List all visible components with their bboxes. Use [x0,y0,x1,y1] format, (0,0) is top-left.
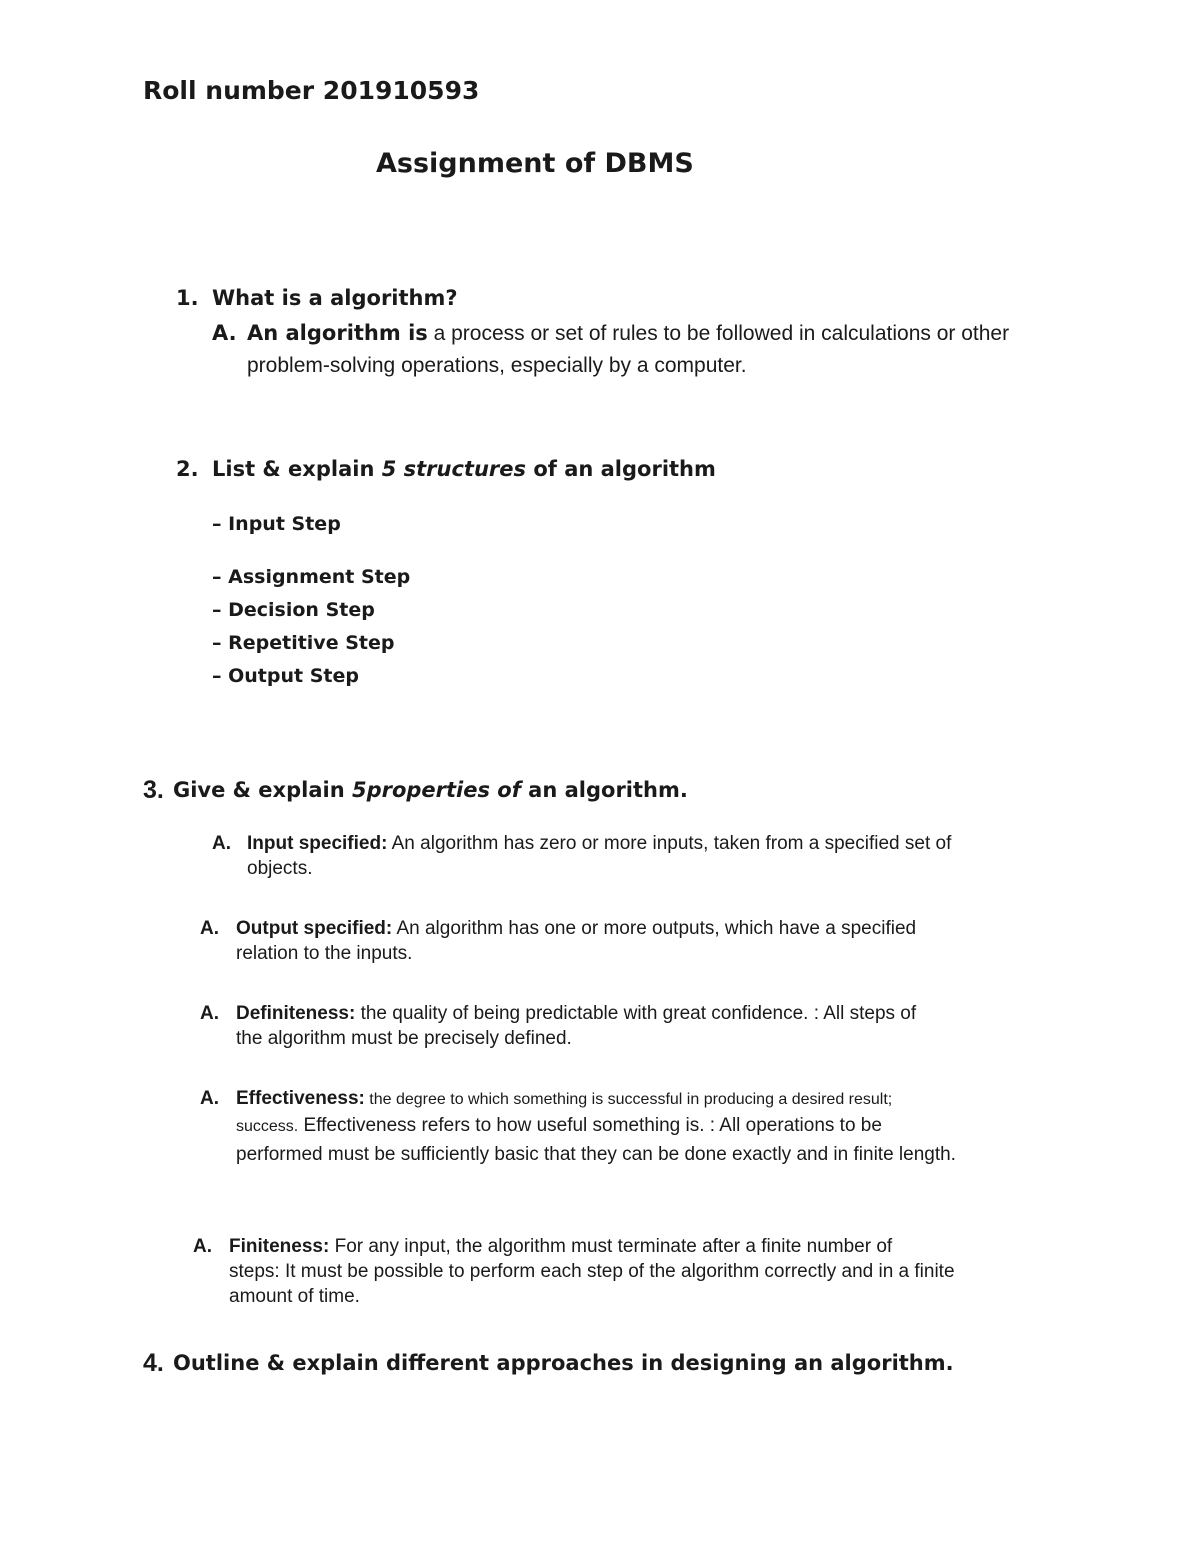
page-title: Assignment of DBMS [376,148,694,179]
property-line [236,1003,916,1025]
q2-question [212,457,716,481]
q2-number: 2. [176,457,199,481]
q3-number: 3. [143,776,164,804]
property-text: Effectiveness refers to how useful something is. : All operations to be [298,1115,882,1136]
q3-question-part1: Give & explain [173,778,352,802]
property-line [247,833,951,855]
property-marker: A. [200,918,219,939]
property-term: Finiteness: [229,1236,330,1257]
step-item: – Input Step [212,513,341,535]
property-text-small: success. [236,1118,299,1135]
property-line: performed must be sufficiently basic that they can be done exactly and in finite length. [236,1144,956,1165]
property-term: Definiteness: [236,1003,356,1024]
property-line [236,1115,882,1137]
q3-question-part2: an algorithm. [520,778,688,802]
property-marker: A. [200,1003,219,1024]
property-line: objects. [247,858,313,879]
property-text: For any input, the algorithm must terminate after a finite number of [329,1236,893,1257]
property-marker: A. [193,1236,212,1257]
property-line: relation to the inputs. [236,943,413,964]
property-term: Output specified: [236,918,393,939]
property-marker: A. [200,1088,219,1109]
q1-answer-bold: An algorithm is [247,321,428,345]
q4-number: 4. [143,1349,164,1377]
q3-question [173,778,688,802]
step-item: – Repetitive Step [212,632,395,654]
property-text-small: the degree to which something is successful in producing a desired result; [364,1091,893,1108]
step-item: – Output Step [212,665,359,687]
q2-question-part2: of an algorithm [526,457,716,481]
property-line [229,1236,892,1258]
q1-answer-line2: problem-solving operations, especially by a computer. [247,354,747,377]
property-line: amount of time. [229,1286,360,1307]
property-marker: A. [212,833,231,854]
property-term: Effectiveness: [236,1088,365,1109]
property-term: Input specified: [247,833,388,854]
property-text: An algorithm has one or more outputs, which have a specified [392,918,917,939]
q2-question-part1: List & explain [212,457,382,481]
property-text: An algorithm has zero or more inputs, taken from a specified set of [387,833,952,854]
q1-answer-line1 [247,321,1009,346]
property-text: the quality of being predictable with great confidence. : All steps of [355,1003,917,1024]
q1-number: 1. [176,286,199,310]
q1-answer-text1: a process or set of rules to be followed in calculations or other [427,322,1010,345]
step-item: – Assignment Step [212,566,411,588]
property-line: steps: It must be possible to perform each step of the algorithm correctly and in a finite [229,1261,955,1282]
q1-question: What is a algorithm? [212,286,458,310]
q3-question-italic: 5properties of [351,778,521,802]
property-line: the algorithm must be precisely defined. [236,1028,572,1049]
q1-answer-marker: A. [212,321,237,345]
q4-question: Outline & explain different approaches in designing an algorithm. [173,1351,954,1375]
roll-number: Roll number 201910593 [143,76,480,105]
step-item: – Decision Step [212,599,375,621]
property-line [236,1088,892,1110]
q2-question-italic: 5 structures [381,457,527,481]
property-line [236,918,916,940]
